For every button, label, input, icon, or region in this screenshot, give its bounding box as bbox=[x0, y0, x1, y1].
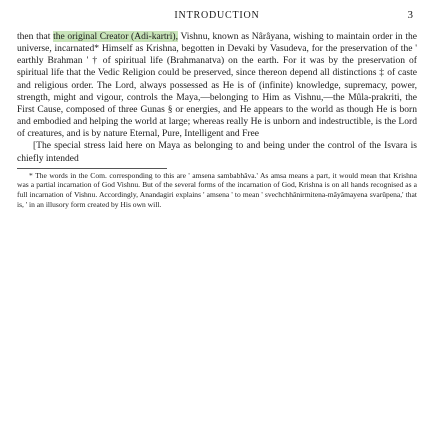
paragraph-1-text: Vishnu, known as Nârâyana, wishing to maintain order in the universe, incarnated* Himself as Krishna, begotten in Devaki by Vasudeva, for the preservation of the ' earthly Brahman ' † of spiritual life (Brahmanatva) on the earth. For it was by the preservation of spiritual life that the Vedic Religion could be preserved, since thereon depend all distinctions ‡ of caste and religious order. The Lord, always possessed as He is of (infinite) knowledge, supremacy, power, strength, might and vigour, controls the Maya,—belonging to Him as Vishnu,—the Mûla-prakriti, the First Cause, composed of three Gunas § or energies, and He appears to the world as though He is born and embodied and helping the world at large; whereas really He is unborn and indestructible, is the Lord of creatures, and is by nature Eternal, Pure, Intelligent and Free bbox=[17, 31, 417, 140]
footnote bbox=[17, 171, 417, 209]
page-number: 3 bbox=[407, 9, 413, 21]
page-header bbox=[17, 6, 417, 30]
paragraph-1 bbox=[17, 31, 417, 140]
footnote-divider bbox=[17, 168, 167, 169]
footnote-text: * The words in the Com. corresponding to this are ' amsena sambabhâva.' As amsa means a part, it would mean that Krishna was a partial incarnation of God Vishnu. But of the several forms of the incarnation of God, Krishna is on all hands recognised as a full incarnation of Vishnu. Accordingly, Anandagiri explains ' amsena ' to mean ' svechchhânirmitena-mâyâmayena svarûpena,' that is, ' in an illusory form created by His own will. bbox=[17, 170, 417, 209]
running-head: INTRODUCTION bbox=[174, 10, 260, 21]
paragraph-2: [The special stress laid here on Maya as belonging to and being under the control of the Isvara is chiefly intended bbox=[17, 140, 417, 164]
body-text bbox=[17, 31, 417, 165]
paragraph-1-prefix: then that bbox=[17, 31, 54, 42]
highlighted-phrase[interactable]: the original Creator (Adi-kartri), bbox=[53, 31, 178, 42]
